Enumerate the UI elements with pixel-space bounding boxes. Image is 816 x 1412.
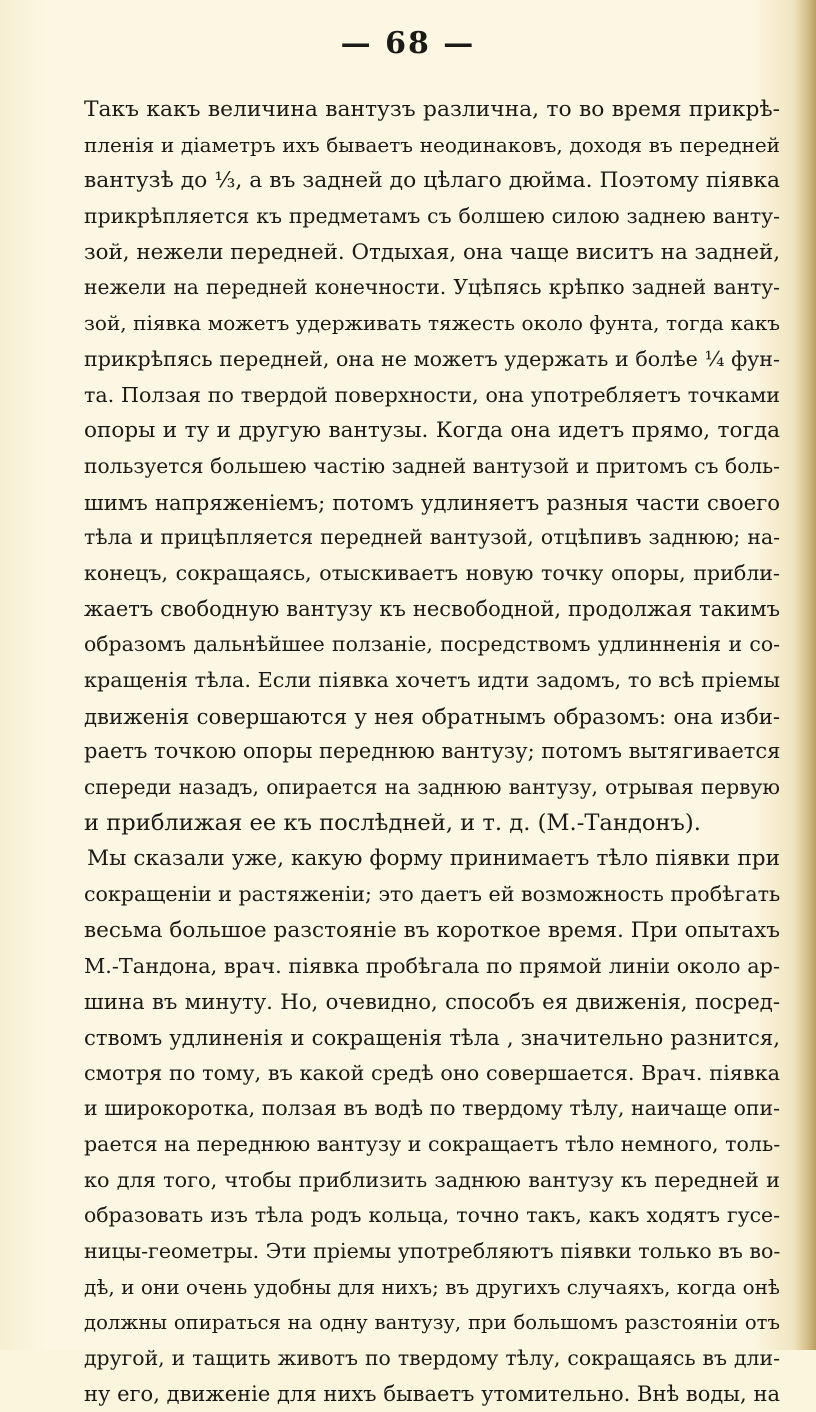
body-text [84, 92, 780, 1412]
text-line: ко для того, чтобы приблизить заднюю вантузу къ передней и [84, 1167, 780, 1192]
text-line: нежели на передней конечности. Уцѣпясь крѣпко задней ванту- [84, 275, 780, 300]
text-line: кращенія тѣла. Если піявка хочетъ идти задомъ, то всѣ пріемы [84, 668, 780, 692]
text-line: спереди назадъ, опирается на заднюю вантузу, отрывая первую [84, 775, 780, 800]
text-line: образомъ дальнѣйшее ползаніе, посредствомъ удлинненія и со- [84, 632, 780, 657]
text-line: пленія и діаметръ ихъ бываетъ неодинаковъ, доходя въ передней [84, 132, 780, 157]
text-line: зой, піявка можетъ удерживать тяжесть около фунта, тогда какъ [84, 311, 780, 336]
text-line: шина въ минуту. Но, очевидно, способъ ея движенія, посред- [84, 989, 780, 1015]
text-line: жаетъ свободную вантузу къ несвободной, продолжая такимъ [84, 596, 780, 621]
text-line: образовать изъ тѣла родъ кольца, точно такъ, какъ ходятъ гусе- [84, 1203, 780, 1228]
text-line: ницы-геометры. Эти пріемы употребляютъ піявки только въ во- [84, 1239, 780, 1263]
text-line: раетъ точкою опоры переднюю вантузу; потомъ вытягивается [84, 739, 780, 764]
text-line: должны опираться на одну вантузу, при большомъ разстояніи отъ [84, 1311, 780, 1335]
text-line: Такъ какъ величина вантузъ различна, то во время прикрѣ- [84, 97, 780, 122]
text-line: та. Ползая по твердой поверхности, она употребляетъ точками [84, 382, 780, 407]
text-line: тѣла и прицѣпляется передней вантузой, отцѣпивъ заднюю; на- [84, 525, 780, 550]
text-line: Мы сказали уже, какую форму принимаетъ тѣло піявки при [87, 846, 780, 872]
text-line: дѣ, и они очень удобны для нихъ; въ другихъ случаяхъ, когда онѣ [84, 1274, 780, 1299]
text-line: движенія совершаются у нея обратнымъ образомъ: она изби- [84, 703, 780, 729]
text-line: прикрѣпясь передней, она не можетъ удержать и болѣе ¼ фун- [84, 346, 780, 371]
text-line: смотря по тому, въ какой средѣ оно совершается. Врач. піявка [84, 1060, 780, 1085]
text-line: весьма большое разстояніе въ короткое время. При опытахъ [84, 917, 780, 943]
text-line: другой, и тащить животъ по твердому тѣлу, сокращаясь въ дли- [84, 1346, 780, 1371]
text-line: ну его, движеніе для нихъ бываетъ утомительно. Внѣ воды, на [84, 1381, 780, 1406]
text-line: рается на переднюю вантузу и сокращаетъ тѣло немного, толь- [84, 1131, 780, 1156]
text-line: сокращеніи и растяженіи; это даетъ ей возможность пробѣгать [84, 882, 780, 907]
text-line: вантузѣ до ⅓, а въ задней до цѣлаго дюйма. Поэтому піявка [84, 168, 780, 194]
text-line: конецъ, сокращаясь, отыскиваетъ новую точку опоры, прибли- [84, 560, 780, 585]
text-line: М.-Тандона, врач. піявка пробѣгала по прямой линіи около ар- [84, 953, 780, 978]
text-line: опоры и ту и другую вантузы. Когда она идетъ прямо, тогда [84, 418, 780, 444]
text-line: зой, нежели передней. Отдыхая, она чаще виситъ на задней, [84, 239, 780, 265]
text-line: пользуется большею частію задней вантузой и притомъ съ боль- [84, 453, 780, 478]
text-line: шимъ напряженіемъ; потомъ удлиняетъ разныя части своего [84, 489, 780, 515]
text-line: ствомъ удлиненія и сокращенія тѣла , значительно разнится, [84, 1024, 780, 1050]
page-number: — 68 — [340, 26, 476, 61]
text-line: и приближая ее къ послѣдней, и т. д. (М.-Тандонъ). [84, 809, 701, 836]
text-line: и широкоротка, ползая въ водѣ по твердому тѣлу, наичаще опи- [84, 1096, 780, 1121]
page-edge-shadow [794, 0, 816, 1350]
text-line: прикрѣпляется къ предметамъ съ болшею силою заднею ванту- [84, 204, 780, 229]
